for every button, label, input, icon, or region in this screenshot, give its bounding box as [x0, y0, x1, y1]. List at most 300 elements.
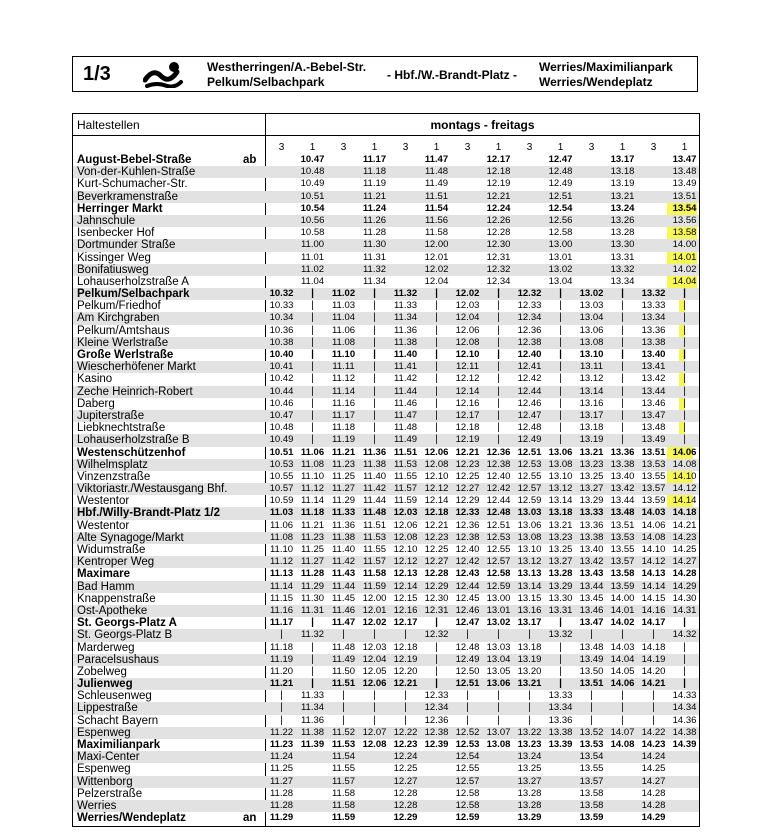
time-cell: 14.29: [641, 812, 666, 824]
time-cell: |: [652, 629, 655, 641]
time-cell: 12.44: [486, 495, 511, 507]
time-cell: 12.21: [455, 446, 480, 458]
time-cell: 11.03: [331, 300, 356, 312]
time-cell: 13.01: [548, 251, 573, 263]
time-cell: |: [683, 361, 686, 373]
time-cell: 13.47: [579, 617, 604, 629]
time-cell: 11.40: [393, 349, 418, 360]
time-cell: 12.42: [486, 483, 511, 495]
time-cell: |: [373, 349, 376, 360]
time-cell: 11.38: [393, 336, 418, 348]
time-cell: 13.34: [610, 275, 635, 287]
time-cell: 10.41: [269, 361, 294, 373]
time-cell: 11.17: [269, 617, 294, 629]
time-cell: 13.59: [641, 495, 666, 507]
stop-name: Wittenborg: [77, 775, 133, 788]
stop-name: St. Georgs-Platz A: [77, 617, 177, 630]
time-cell: 13.49: [579, 653, 604, 665]
time-cell: 13.27: [548, 556, 573, 568]
time-cell: 11.01: [300, 251, 325, 263]
time-cell: 12.17: [393, 617, 418, 629]
time-cell: 13.59: [610, 580, 635, 592]
time-cell: 11.10: [331, 349, 356, 360]
time-cell: 11.33: [331, 507, 356, 519]
time-cell: |: [373, 385, 376, 397]
time-cell: |: [311, 336, 314, 348]
time-cell: |: [683, 300, 686, 312]
time-cell: 12.04: [424, 275, 449, 287]
time-cell: 13.56: [672, 214, 697, 226]
time-cell: 11.25: [269, 763, 294, 775]
time-cell: 11.02: [300, 263, 325, 275]
time-cell: 11.18: [300, 507, 325, 519]
time-cell: 14.17: [641, 617, 666, 629]
stop-name: Ost-Apotheke: [77, 604, 148, 617]
time-cell: 12.04: [455, 312, 480, 324]
timetable-header: [73, 114, 699, 136]
time-cell: 12.55: [517, 470, 542, 482]
time-cell: 13.46: [641, 397, 666, 409]
stop-name: Lippestraße: [77, 702, 138, 715]
time-cell: 14.39: [672, 739, 697, 750]
stop-name: Widumstraße: [77, 544, 146, 556]
time-cell: 11.08: [269, 531, 294, 543]
time-cell: |: [621, 422, 624, 434]
time-cell: |: [683, 422, 686, 434]
stop-name: Viktoriastr./Westausgang Bhf.: [77, 483, 228, 496]
time-cell: 12.02: [455, 288, 480, 300]
table-row: [73, 495, 699, 507]
time-cell: 10.44: [269, 385, 294, 397]
time-cell: 12.18: [393, 641, 418, 653]
table-row: [73, 605, 699, 617]
time-cell: 13.18: [548, 507, 573, 519]
time-cell: 11.31: [300, 604, 325, 616]
time-cell: |: [621, 373, 624, 385]
time-cell: 13.19: [610, 178, 635, 190]
time-cell: |: [311, 385, 314, 397]
time-cell: 12.22: [393, 726, 418, 738]
time-cell: 12.53: [486, 531, 511, 543]
time-cell: 12.27: [424, 556, 449, 568]
time-cell: 13.06: [548, 446, 573, 458]
stop-name: Julienweg: [77, 678, 133, 691]
time-cell: 11.25: [300, 544, 325, 555]
time-cell: 10.32: [269, 288, 294, 300]
stop-name: St. Georgs-Platz B: [77, 629, 173, 642]
time-cell: 12.19: [393, 653, 418, 665]
time-cell: 13.25: [548, 544, 573, 555]
line-number: 3: [588, 142, 595, 153]
stop-name: Westentor: [77, 495, 130, 508]
time-cell: 11.31: [362, 251, 387, 263]
time-cell: |: [497, 409, 500, 421]
time-cell: 14.06: [610, 678, 635, 690]
time-cell: 14.08: [641, 531, 666, 543]
table-row: [73, 252, 699, 264]
time-cell: |: [590, 629, 593, 641]
time-cell: 10.36: [269, 324, 294, 336]
time-cell: 12.01: [424, 251, 449, 263]
time-cell: 13.53: [610, 531, 635, 543]
table-row: [73, 422, 699, 434]
time-cell: 12.40: [517, 349, 542, 360]
time-cell: |: [373, 373, 376, 385]
time-cell: 12.00: [362, 592, 387, 604]
time-cell: |: [497, 422, 500, 434]
time-cell: |: [435, 349, 438, 360]
time-cell: 11.27: [331, 483, 356, 495]
line-numbers-row: [266, 142, 700, 154]
time-cell: 12.32: [486, 263, 511, 275]
stop-name: Am Kirchgraben: [77, 312, 160, 325]
time-cell: 12.48: [548, 166, 573, 178]
time-cell: 13.54: [672, 202, 697, 214]
stop-name: Vinzenzstraße: [77, 470, 151, 483]
time-cell: 10.42: [269, 373, 294, 385]
time-cell: 11.15: [269, 592, 294, 604]
time-cell: 11.08: [300, 458, 325, 470]
time-cell: |: [497, 312, 500, 324]
route-via: - Hbf./W.-Brandt-Platz -: [387, 68, 517, 82]
time-cell: |: [683, 641, 686, 653]
time-cell: |: [621, 312, 624, 324]
time-cell: 13.52: [579, 726, 604, 738]
time-cell: 13.42: [610, 483, 635, 495]
time-cell: 12.38: [517, 336, 542, 348]
time-cell: 11.49: [393, 434, 418, 446]
time-cell: |: [683, 397, 686, 409]
time-cell: 13.28: [517, 799, 542, 811]
time-cell: |: [373, 409, 376, 421]
time-cell: 12.08: [455, 336, 480, 348]
time-cell: 13.20: [517, 665, 542, 677]
time-cell: |: [621, 690, 624, 702]
time-cell: 14.04: [672, 275, 697, 287]
time-cell: 13.36: [579, 519, 604, 531]
time-cell: 12.28: [486, 227, 511, 239]
time-cell: 11.51: [424, 190, 449, 202]
time-cell: 11.50: [331, 665, 356, 677]
time-cell: |: [342, 629, 345, 641]
origin-line-1: Westherringen/A.-Bebel-Str.: [207, 60, 367, 74]
time-cell: |: [559, 385, 562, 397]
time-cell: 11.41: [393, 361, 418, 373]
time-cell: |: [621, 714, 624, 726]
time-cell: 13.30: [548, 592, 573, 604]
time-cell: 11.16: [269, 604, 294, 616]
time-cell: 14.12: [672, 483, 697, 495]
stop-name: Kissinger Weg: [77, 251, 151, 264]
time-cell: 13.36: [548, 714, 573, 726]
time-cell: 13.38: [548, 726, 573, 738]
time-cell: 12.49: [455, 653, 480, 665]
time-cell: 13.32: [641, 288, 666, 300]
time-cell: 13.08: [548, 458, 573, 470]
stop-name: Kleine Werlstraße: [77, 336, 169, 349]
time-cell: 10.47: [300, 154, 325, 165]
time-cell: 13.08: [579, 336, 604, 348]
table-row: [73, 812, 699, 824]
table-row: [73, 276, 699, 288]
time-cell: 13.27: [579, 483, 604, 495]
time-cell: 13.11: [579, 361, 604, 373]
time-cell: 13.55: [579, 763, 604, 775]
time-cell: |: [590, 714, 593, 726]
time-cell: 11.10: [269, 544, 294, 555]
time-cell: |: [280, 629, 283, 641]
table-row: [73, 800, 699, 812]
time-cell: 11.14: [269, 580, 294, 592]
time-cell: 11.28: [269, 799, 294, 811]
time-cell: 12.03: [362, 641, 387, 653]
time-cell: 11.24: [269, 751, 294, 763]
time-cell: 11.51: [331, 678, 356, 690]
time-cell: 14.31: [672, 604, 697, 616]
time-cell: |: [373, 422, 376, 434]
table-row: [73, 581, 699, 593]
time-cell: |: [311, 324, 314, 336]
time-cell: |: [311, 641, 314, 653]
time-cell: 12.49: [517, 434, 542, 446]
time-cell: |: [404, 702, 407, 714]
time-cell: 10.34: [269, 312, 294, 324]
time-cell: |: [311, 361, 314, 373]
time-cell: 13.31: [610, 251, 635, 263]
time-cell: 13.32: [548, 629, 573, 641]
time-cell: |: [373, 336, 376, 348]
time-cell: 14.01: [610, 604, 635, 616]
time-cell: 11.04: [331, 312, 356, 324]
stop-name: Kentroper Weg: [77, 556, 155, 569]
time-cell: 11.23: [300, 531, 325, 543]
stop-name: Liebknechtstraße: [77, 422, 166, 435]
time-cell: 14.25: [641, 763, 666, 775]
time-cell: 11.21: [300, 519, 325, 531]
time-cell: 11.38: [300, 726, 325, 738]
time-cell: 13.12: [548, 483, 573, 495]
time-cell: 10.57: [269, 483, 294, 495]
timetable: [72, 113, 700, 827]
time-cell: 11.45: [331, 592, 356, 604]
time-cell: 13.54: [579, 751, 604, 763]
time-cell: 12.48: [455, 641, 480, 653]
time-cell: 10.59: [269, 495, 294, 507]
time-cell: 14.01: [672, 251, 697, 263]
time-cell: 11.51: [393, 446, 418, 458]
time-cell: 13.24: [610, 202, 635, 214]
time-cell: 13.13: [517, 568, 542, 580]
time-cell: 13.18: [610, 166, 635, 178]
time-cell: 10.49: [269, 434, 294, 446]
time-cell: 13.51: [579, 678, 604, 690]
time-cell: 13.02: [579, 288, 604, 300]
time-cell: 11.55: [362, 544, 387, 555]
time-cell: 13.58: [672, 227, 697, 239]
time-cell: 11.30: [300, 592, 325, 604]
time-cell: 14.23: [641, 739, 666, 750]
time-cell: 11.53: [393, 458, 418, 470]
time-cell: 13.17: [579, 409, 604, 421]
time-cell: 11.23: [269, 739, 294, 750]
time-cell: 11.19: [331, 434, 356, 446]
time-cell: 14.03: [610, 641, 635, 653]
time-cell: 13.02: [548, 263, 573, 275]
time-cell: |: [373, 288, 376, 300]
time-cell: 12.04: [362, 653, 387, 665]
time-cell: 13.28: [517, 787, 542, 799]
time-cell: |: [559, 312, 562, 324]
time-cell: 14.03: [641, 507, 666, 519]
time-cell: 13.10: [517, 544, 542, 555]
time-cell: |: [311, 373, 314, 385]
time-cell: 13.34: [641, 312, 666, 324]
time-cell: 13.15: [517, 592, 542, 604]
time-cell: 12.25: [393, 763, 418, 775]
time-cell: 12.34: [517, 312, 542, 324]
table-row: [73, 532, 699, 544]
time-cell: |: [311, 397, 314, 409]
time-cell: 11.10: [300, 470, 325, 482]
table-row: [73, 739, 699, 751]
time-cell: 10.48: [269, 422, 294, 434]
table-row: [73, 337, 699, 349]
time-cell: |: [559, 617, 562, 629]
time-cell: 13.48: [579, 641, 604, 653]
time-cell: 13.58: [579, 787, 604, 799]
time-cell: 14.28: [672, 568, 697, 580]
time-cell: 11.16: [331, 397, 356, 409]
time-cell: |: [373, 702, 376, 714]
time-cell: 12.08: [393, 531, 418, 543]
time-cell: 13.18: [579, 422, 604, 434]
time-cell: 13.14: [548, 495, 573, 507]
time-cell: |: [435, 409, 438, 421]
time-cell: |: [435, 422, 438, 434]
time-cell: 13.44: [610, 495, 635, 507]
time-cell: 11.48: [331, 641, 356, 653]
time-cell: |: [559, 409, 562, 421]
time-cell: 11.36: [393, 324, 418, 336]
line-number: 3: [278, 142, 285, 153]
time-cell: 11.59: [393, 495, 418, 507]
time-cell: 14.06: [641, 519, 666, 531]
time-cell: 11.57: [362, 556, 387, 568]
time-cell: 12.29: [455, 495, 480, 507]
time-cell: 12.44: [455, 580, 480, 592]
time-cell: |: [621, 397, 624, 409]
table-row: [73, 629, 699, 641]
time-cell: 11.57: [393, 483, 418, 495]
time-cell: 12.18: [424, 507, 449, 519]
stop-name: Kurt-Schumacher-Str.: [77, 178, 188, 191]
time-cell: 11.06: [269, 519, 294, 531]
table-row: [73, 556, 699, 568]
time-cell: 14.07: [610, 726, 635, 738]
time-cell: 13.14: [517, 580, 542, 592]
time-cell: 13.38: [641, 336, 666, 348]
time-cell: 11.57: [331, 775, 356, 787]
departure-arrival-marker: an: [243, 812, 257, 825]
time-cell: 10.54: [300, 202, 325, 214]
time-cell: 12.08: [424, 458, 449, 470]
time-cell: 11.49: [424, 178, 449, 190]
time-cell: 11.34: [300, 702, 325, 714]
time-cell: 11.29: [300, 580, 325, 592]
time-cell: 11.25: [331, 470, 356, 482]
time-cell: |: [311, 617, 314, 629]
time-cell: |: [528, 702, 531, 714]
time-cell: 13.25: [579, 470, 604, 482]
stop-name: Espenweg: [77, 726, 131, 739]
time-cell: 12.06: [393, 519, 418, 531]
time-cell: 13.49: [672, 178, 697, 190]
table-row: [73, 349, 699, 361]
stop-name: Dortmunder Straße: [77, 239, 176, 252]
time-cell: 12.51: [486, 519, 511, 531]
time-cell: 13.34: [548, 702, 573, 714]
time-cell: 13.03: [517, 507, 542, 519]
time-cell: 12.38: [486, 458, 511, 470]
time-cell: 12.05: [362, 665, 387, 677]
time-cell: |: [621, 409, 624, 421]
time-cell: 14.29: [672, 580, 697, 592]
time-cell: 13.53: [641, 458, 666, 470]
time-cell: 11.18: [331, 422, 356, 434]
time-cell: |: [373, 361, 376, 373]
time-cell: 12.06: [455, 324, 480, 336]
time-cell: 12.13: [393, 568, 418, 580]
time-cell: 13.23: [548, 531, 573, 543]
time-cell: 14.15: [641, 592, 666, 604]
time-cell: 12.58: [455, 787, 480, 799]
time-cell: |: [280, 714, 283, 726]
time-cell: 12.02: [424, 263, 449, 275]
time-cell: |: [497, 690, 500, 702]
time-cell: 14.20: [641, 665, 666, 677]
time-cell: 11.08: [331, 336, 356, 348]
time-cell: 13.46: [579, 604, 604, 616]
table-row: [73, 617, 699, 629]
time-cell: 11.21: [331, 446, 356, 458]
time-cell: |: [559, 641, 562, 653]
time-cell: 13.43: [579, 568, 604, 580]
time-cell: 11.21: [269, 678, 294, 690]
time-cell: 12.59: [486, 580, 511, 592]
time-cell: |: [497, 300, 500, 312]
time-cell: 12.21: [393, 678, 418, 690]
line-number: 1: [557, 142, 564, 153]
stop-name: Pelkum/Selbachpark: [77, 288, 190, 301]
table-row: [73, 678, 699, 690]
time-cell: 12.21: [424, 519, 449, 531]
time-cell: 10.38: [269, 336, 294, 348]
time-cell: 13.39: [548, 739, 573, 750]
time-cell: |: [311, 665, 314, 677]
time-cell: |: [497, 336, 500, 348]
time-cell: |: [311, 409, 314, 421]
time-cell: 13.00: [548, 239, 573, 251]
time-cell: |: [373, 397, 376, 409]
time-cell: 13.49: [641, 434, 666, 446]
stop-name: Werries/Wendeplatz: [77, 812, 186, 825]
time-cell: |: [528, 690, 531, 702]
time-cell: 13.48: [610, 507, 635, 519]
stop-name: Marderweg: [77, 641, 135, 654]
time-cell: 13.03: [579, 300, 604, 312]
time-cell: 13.21: [610, 190, 635, 202]
time-cell: 11.59: [331, 812, 356, 824]
